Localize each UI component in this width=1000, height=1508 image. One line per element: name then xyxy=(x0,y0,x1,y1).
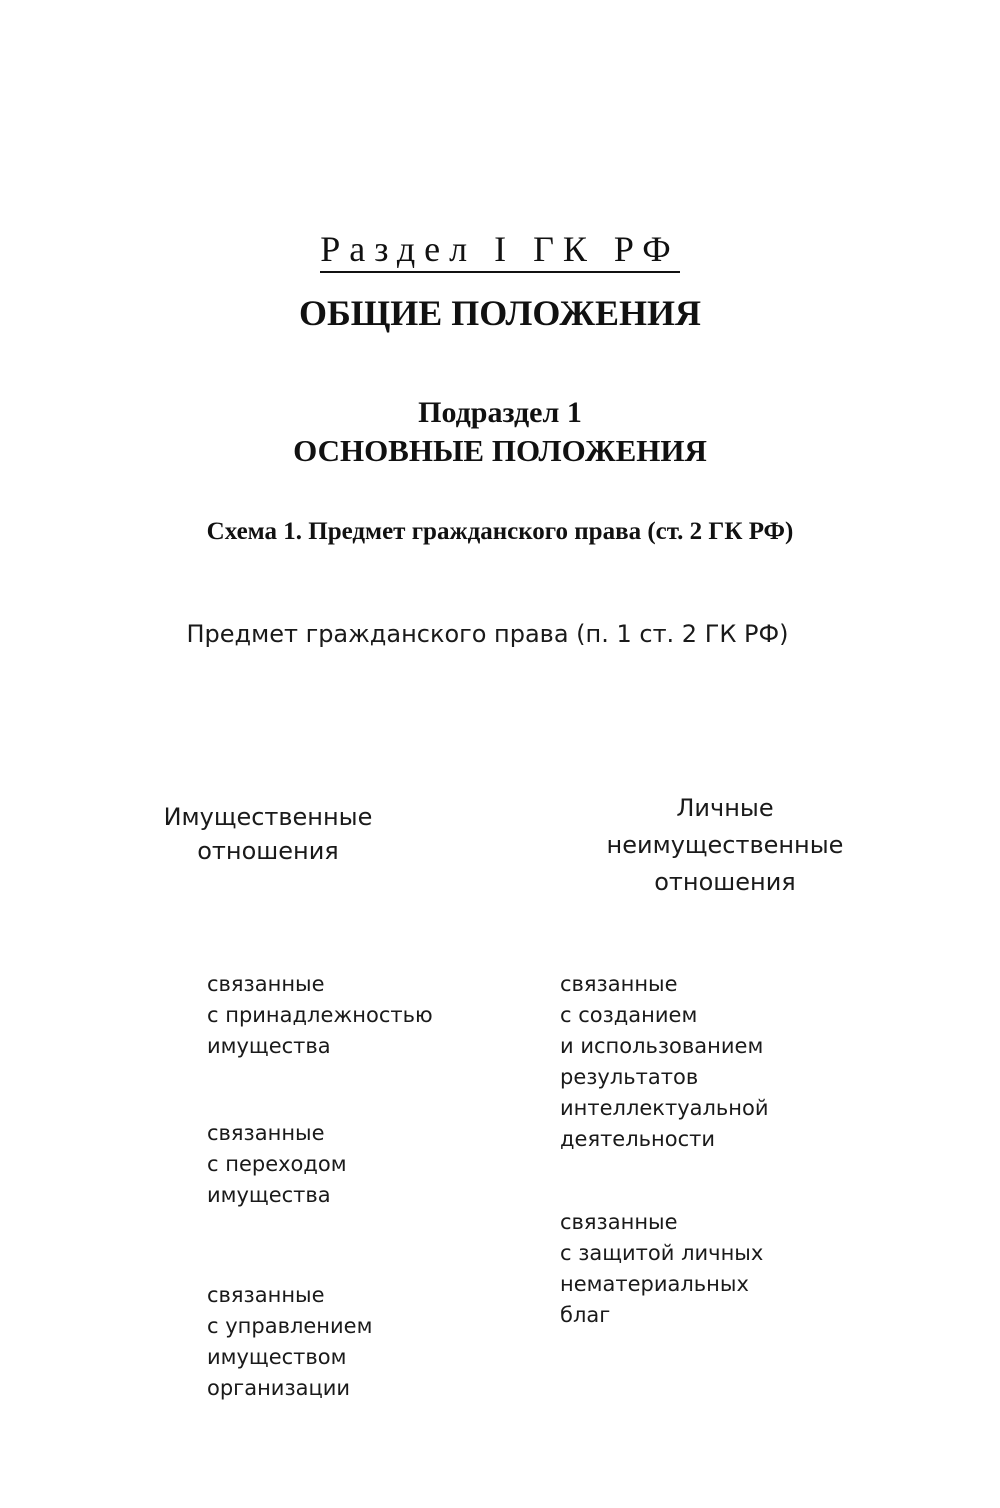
subsection-heading: ОСНОВНЫЕ ПОЛОЖЕНИЯ xyxy=(293,433,707,468)
item-line: связанные xyxy=(207,972,325,996)
item-line: и использованием xyxy=(560,1034,764,1058)
item-line: связанные xyxy=(207,1283,325,1307)
item-line: интеллектуальной xyxy=(560,1096,769,1120)
item-line: связанные xyxy=(560,1210,678,1234)
item-line: результатов xyxy=(560,1065,699,1089)
category-personal-non-property-relations xyxy=(575,790,875,901)
category-property-relations xyxy=(118,800,418,868)
item-management xyxy=(207,1280,372,1404)
section-heading: ОБЩИЕ ПОЛОЖЕНИЯ xyxy=(298,293,702,333)
item-line: имуществом xyxy=(207,1345,347,1369)
item-line: организации xyxy=(207,1376,351,1400)
item-ownership xyxy=(207,969,433,1062)
item-line: благ xyxy=(560,1303,611,1327)
item-line: имущества xyxy=(207,1183,331,1207)
item-transfer xyxy=(207,1118,347,1211)
category-line: неимущественные xyxy=(606,831,844,859)
category-line: отношения xyxy=(197,837,339,865)
section-title xyxy=(0,228,1000,270)
item-intellectual-activity xyxy=(560,969,769,1155)
item-line: нематериальных xyxy=(560,1272,749,1296)
category-line: отношения xyxy=(654,868,796,896)
scheme-title: Схема 1. Предмет гражданского права (ст. 2 ГК РФ) xyxy=(206,518,794,545)
item-line: имущества xyxy=(207,1034,331,1058)
item-line: с принадлежностью xyxy=(207,1003,433,1027)
item-line: с управлением xyxy=(207,1314,373,1338)
category-line: Личные xyxy=(676,794,774,822)
item-line: с переходом xyxy=(207,1152,347,1176)
section-title-text: Раздел I ГК РФ xyxy=(320,229,680,273)
subsection-label: Подраздел 1 xyxy=(418,396,582,429)
scheme-root-label: Предмет гражданского права (п. 1 ст. 2 ГК РФ) xyxy=(186,620,789,648)
item-line: с созданием xyxy=(560,1003,698,1027)
item-intangible-benefits xyxy=(560,1207,763,1331)
item-line: связанные xyxy=(560,972,678,996)
item-line: деятельности xyxy=(560,1127,716,1151)
category-line: Имущественные xyxy=(163,803,373,831)
item-line: с защитой личных xyxy=(560,1241,764,1265)
item-line: связанные xyxy=(207,1121,325,1145)
